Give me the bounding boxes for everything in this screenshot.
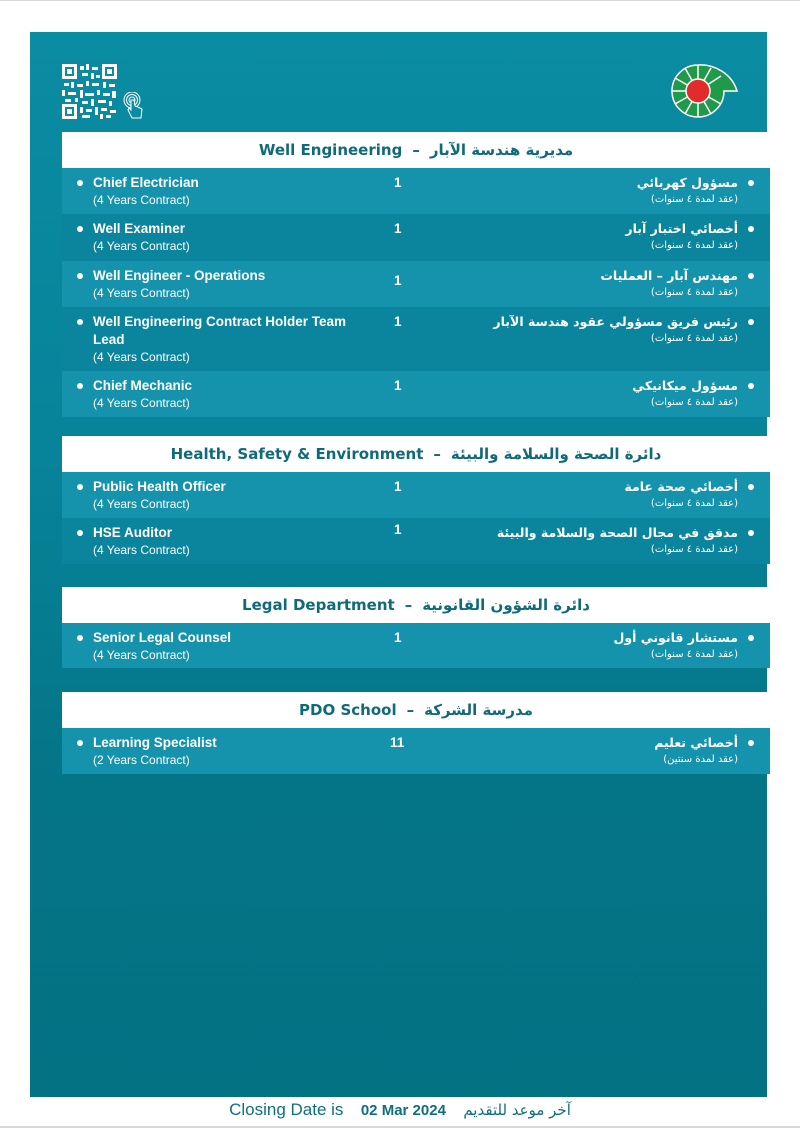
section-legal (62, 587, 770, 668)
job-title-ar: مسؤول ميكانيكي (454, 376, 754, 395)
job-row (62, 518, 770, 564)
job-contract-en: (4 Years Contract) (93, 239, 190, 253)
job-contract-ar: (عقد لمدة ٤ سنوات) (650, 498, 738, 509)
vacancies-panel (30, 32, 767, 1097)
job-title-ar: مهندس آبار – العمليات (454, 266, 754, 285)
qr-code-icon[interactable] (62, 64, 117, 119)
job-title-en: Well Engineering Contract Holder Team Lead (76, 313, 356, 349)
job-contract-ar: (عقد لمدة ٤ سنوات) (650, 544, 738, 555)
hand-tap-icon (123, 92, 145, 120)
job-row (62, 168, 770, 214)
section-title-en: Health, Safety & Environment (170, 445, 424, 463)
job-count: 1 (394, 630, 402, 645)
job-contract-ar: (عقد لمدة ٤ سنوات) (650, 287, 738, 298)
job-contract-en: (4 Years Contract) (93, 286, 190, 300)
job-contract-ar: (عقد لمدة ٤ سنوات) (650, 240, 738, 251)
job-title-en: Well Examiner (76, 220, 356, 238)
section-header (62, 436, 770, 472)
job-title-ar: أخصائي اختبار آبار (454, 219, 754, 238)
section-pdo-school (62, 692, 770, 774)
section-header (62, 692, 770, 728)
section-title-ar: مدرسة الشركة (424, 701, 533, 719)
job-row (62, 261, 770, 307)
job-contract-en: (4 Years Contract) (93, 497, 190, 511)
job-contract-en: (4 Years Contract) (93, 350, 190, 364)
company-logo-icon (670, 62, 740, 120)
job-title-en: HSE Auditor (76, 524, 356, 542)
job-title-en: Senior Legal Counsel (76, 629, 356, 647)
job-count: 1 (394, 314, 402, 329)
section-title-dash: – (412, 141, 420, 159)
job-row (62, 214, 770, 261)
section-title-en: PDO School (299, 701, 397, 719)
job-title-ar: رئيس فريق مسؤولي عقود هندسة الآبار (454, 312, 754, 331)
job-contract-ar: (عقد لمدة ٤ سنوات) (650, 649, 738, 660)
job-title-en: Public Health Officer (76, 478, 356, 496)
section-header (62, 132, 770, 168)
job-title-en: Well Engineer - Operations (76, 267, 356, 285)
job-count: 11 (390, 735, 405, 750)
section-title-ar: دائرة الشؤون القانونية (422, 596, 590, 614)
job-count: 1 (394, 522, 402, 537)
section-well-engineering (62, 132, 770, 417)
job-title-ar: مستشار قانوني أول (454, 628, 754, 647)
job-contract-en: (4 Years Contract) (93, 396, 190, 410)
section-title-dash: – (406, 701, 415, 719)
job-count: 1 (394, 479, 402, 494)
job-contract-en: (4 Years Contract) (93, 648, 190, 662)
section-title-en: Well Engineering (258, 141, 403, 159)
job-title-en: Chief Electrician (76, 174, 356, 192)
job-contract-ar: (عقد لمدة سنتين) (663, 754, 738, 765)
section-title-ar: مديرية هندسة الآبار (429, 141, 574, 159)
job-title-ar: أخصائي صحة عامة (454, 477, 754, 496)
job-title-ar: مسؤول كهربائي (454, 173, 754, 192)
job-contract-ar: (عقد لمدة ٤ سنوات) (650, 194, 738, 205)
section-title-dash: – (433, 445, 441, 463)
job-count: 1 (394, 221, 402, 236)
job-row (62, 371, 770, 417)
job-row (62, 307, 770, 371)
section-header (62, 587, 770, 623)
job-row (62, 472, 770, 518)
job-title-en: Learning Specialist (76, 734, 356, 752)
top-border (0, 0, 800, 1)
job-count: 1 (394, 273, 402, 288)
job-contract-en: (2 Years Contract) (93, 753, 190, 767)
closing-date-footer (0, 1100, 800, 1120)
job-contract-ar: (عقد لمدة ٤ سنوات) (650, 397, 738, 408)
job-row (62, 728, 770, 774)
closing-date-label-ar: آخر موعد للتقديم (463, 1101, 571, 1119)
job-contract-en: (4 Years Contract) (93, 193, 190, 207)
section-title-dash: – (404, 596, 413, 614)
job-contract-ar: (عقد لمدة ٤ سنوات) (650, 333, 738, 344)
section-hse (62, 436, 770, 564)
job-title-ar: أخصائي تعليم (454, 733, 754, 752)
job-row (62, 623, 770, 668)
section-title-en: Legal Department (242, 596, 395, 614)
closing-date-label-en: Closing Date is (229, 1100, 344, 1119)
job-count: 1 (394, 175, 402, 190)
job-count: 1 (394, 378, 402, 393)
job-title-ar: مدقق في مجال الصحة والسلامة والبيئة (454, 523, 754, 542)
job-contract-en: (4 Years Contract) (93, 543, 190, 557)
job-title-en: Chief Mechanic (76, 377, 356, 395)
closing-date-value: 02 Mar 2024 (360, 1102, 446, 1119)
section-title-ar: دائرة الصحة والسلامة والبيئة (450, 445, 662, 463)
